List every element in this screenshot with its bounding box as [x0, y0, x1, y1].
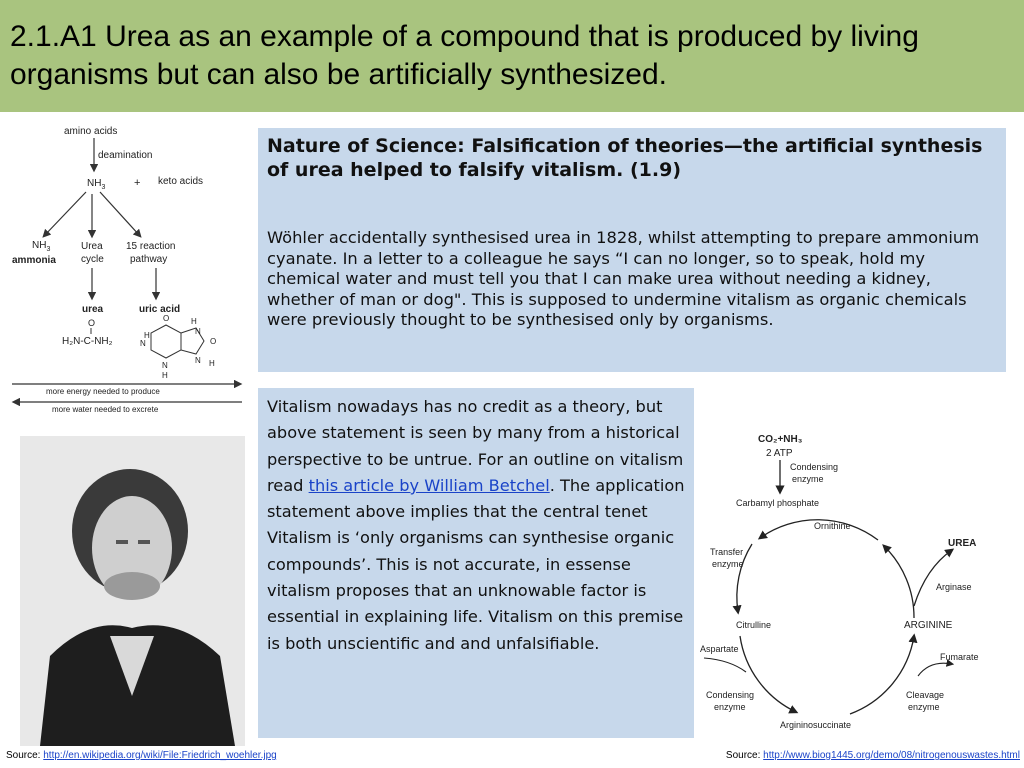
svg-text:O: O: [163, 314, 170, 323]
nature-of-science-box: [258, 128, 1006, 372]
label-fumarate: Fumarate: [940, 652, 979, 662]
title-bar: [0, 0, 1024, 112]
label-urea-formula: H₂N-C-NH₂: [62, 336, 113, 347]
svg-text:N: N: [195, 327, 201, 336]
vitalism-text: [267, 394, 685, 657]
label-urea-cycle-1: Urea: [81, 241, 103, 252]
source-left: [6, 750, 277, 761]
label-argininosuccinate: Argininosuccinate: [780, 720, 852, 730]
nos-body: Wöhler accidentally synthesised urea in 1828, whilst attempting to prepare ammonium cyanate. In a letter to a colleague he says “I can no longer, so to speak, hold my chemical water and must tell you that I can make urea without needing a kidney, whether of man or dog". This is supposed to undermine vitalism as organic chemicals were previously thought to be synthesised only by organisms.: [267, 228, 980, 329]
urea-cycle-diagram: [700, 428, 1020, 740]
source-right-label: Source:: [725, 750, 764, 761]
label-uric-acid: uric acid: [139, 304, 181, 315]
label-keto-acids: keto acids: [158, 176, 204, 187]
label-condensing-3: Condensing: [706, 690, 755, 700]
svg-text:O: O: [210, 337, 217, 346]
label-deamination: deamination: [98, 150, 153, 161]
nos-heading: Nature of Science: Falsification of theories—the artificial synthesis of urea helped to falsify vitalism. (1.9): [267, 135, 983, 181]
svg-text:H: H: [162, 371, 168, 380]
label-water: more water needed to excrete: [52, 405, 159, 414]
source-left-label: Source:: [6, 750, 44, 761]
label-enzyme-3: enzyme: [714, 702, 746, 712]
label-reaction-2: pathway: [130, 254, 168, 265]
label-aspartate: Aspartate: [700, 644, 739, 654]
label-cleavage: Cleavage: [906, 690, 945, 700]
label-atp: 2 ATP: [766, 448, 793, 459]
label-energy: more energy needed to produce: [46, 387, 160, 396]
vitalism-text-after: . The application statement above implies that the central tenet Vitalism is ‘only organisms can synthesise organic compounds’. This is not accurate, in essense vitalism proposes that an unknowable factor is essential in explaining life. Vitalism on this premise is both unscientific and and unfalsifiable.: [267, 475, 685, 653]
label-enzyme-2: enzyme: [712, 559, 744, 569]
label-nh3-left: $NH_3$: [32, 240, 51, 253]
svg-text:H: H: [191, 317, 197, 326]
vitalism-box: [258, 388, 694, 738]
svg-text:N: N: [195, 356, 201, 365]
label-reaction-1: 15 reaction: [126, 241, 176, 252]
vitalism-text-before: Vitalism nowadays has no credit as a theory, but above statement is seen by many from a historical perspective to be untrue. For an outline on vitalism read: [267, 397, 684, 495]
source-left-link[interactable]: http://en.wikipedia.org/wiki/File:Friedrich_woehler.jpg: [43, 750, 277, 761]
svg-text:H: H: [144, 331, 150, 340]
label-citrulline: Citrulline: [736, 620, 772, 630]
label-plus: +: [134, 177, 141, 189]
label-condensing-1: Condensing: [790, 462, 839, 472]
label-amino-acids: amino acids: [64, 126, 118, 137]
label-transfer: Transfer: [710, 547, 744, 557]
portrait-photo: [20, 436, 245, 746]
betchel-article-link[interactable]: this article by William Betchel: [308, 475, 550, 495]
source-right: [726, 750, 1020, 761]
label-reactants: CO₂+NH₃: [758, 434, 803, 445]
svg-text:N: N: [140, 339, 146, 348]
label-enzyme-1: enzyme: [792, 474, 824, 484]
svg-text:H: H: [209, 359, 215, 368]
label-arginase: Arginase: [936, 582, 972, 592]
slide-title: 2.1.A1 Urea as an example of a compound that is produced by living organisms but can also be artificially synthesized.: [10, 20, 919, 91]
label-arginine: ARGININE: [904, 620, 953, 631]
nitrogen-waste-diagram: [6, 120, 248, 420]
svg-text:N: N: [162, 361, 168, 370]
label-carbamyl: Carbamyl phosphate: [736, 498, 820, 508]
label-urea-product: UREA: [948, 538, 977, 549]
label-nh3: $NH_3$: [87, 178, 106, 191]
label-ornithine: Ornithine: [814, 521, 851, 531]
label-urea-cycle-2: cycle: [81, 254, 104, 265]
source-right-link[interactable]: http://www.biog1445.org/demo/08/nitrogenouswastes.html: [763, 750, 1020, 761]
label-urea: urea: [82, 304, 104, 315]
label-ammonia: ammonia: [12, 255, 56, 266]
label-urea-o: O: [88, 318, 96, 328]
label-enzyme-4: enzyme: [908, 702, 940, 712]
